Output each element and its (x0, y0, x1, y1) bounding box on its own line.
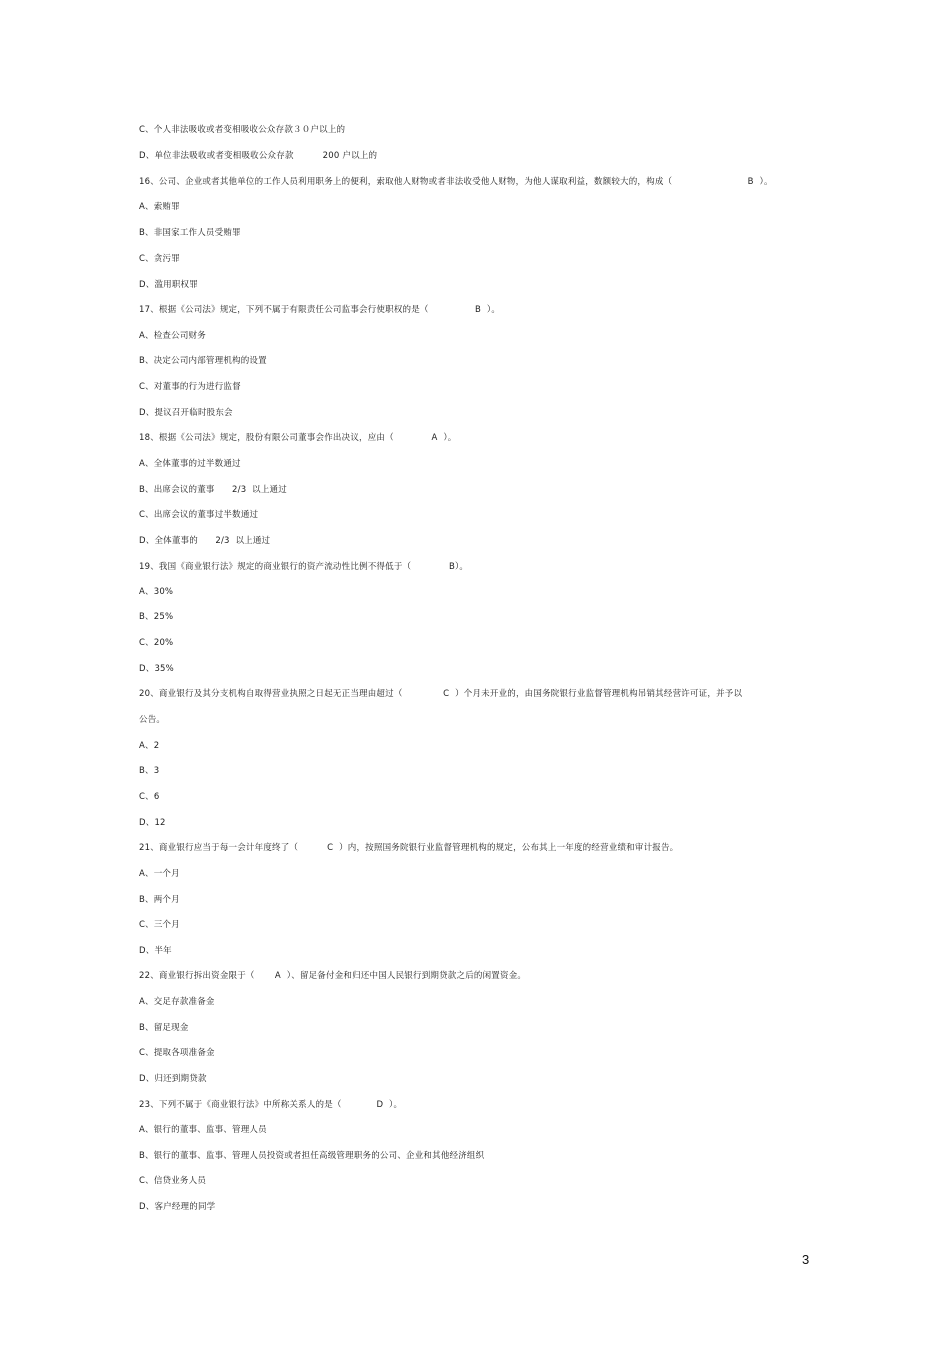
question-line: 17、根据《公司法》规定，下列不属于有限责任公司监事会行使职权的是（ B ）。 (139, 305, 501, 315)
option-line: D、滥用职权罪 (139, 280, 198, 290)
option-line: B、25% (139, 612, 174, 622)
option-line: B、银行的董事、监事、管理人员投资或者担任高级管理职务的公司、企业和其他经济组织 (139, 1151, 485, 1161)
option-line: B、非国家工作人员受贿罪 (139, 228, 241, 238)
option-line: B、决定公司内部管理机构的设置 (139, 356, 267, 366)
option-line: C、提取各项准备金 (139, 1048, 215, 1058)
option-line: B、两个月 (139, 895, 180, 905)
option-line: C、信贷业务人员 (139, 1176, 207, 1186)
text-line: D、单位非法吸收或者变相吸收公众存款 200 户以上的 (139, 151, 378, 161)
text-line: 公告。 (139, 715, 166, 725)
option-line: D、半年 (139, 946, 172, 956)
option-line: A、2 (139, 741, 160, 751)
option-line: B、留足现金 (139, 1023, 189, 1033)
question-line: 22、商业银行拆出资金限于（ A ）、留足备付金和归还中国人民银行到期贷款之后的闲置资金。 (139, 971, 527, 981)
question-line: 20、商业银行及其分支机构自取得营业执照之日起无正当理由超过（ C ）个月未开业的，由国务院银行业监督管理机构吊销其经营许可证，并予以 (139, 689, 743, 699)
option-line: C、三个月 (139, 920, 180, 930)
option-line: D、12 (139, 818, 166, 828)
question-line: 21、商业银行应当于每一会计年度终了（ C ）内，按照国务院银行业监督管理机构的规定，公布其上一年度的经营业绩和审计报告。 (139, 843, 679, 853)
option-line: A、全体董事的过半数通过 (139, 459, 241, 469)
option-line: D、归还到期贷款 (139, 1074, 207, 1084)
question-line: 18、根据《公司法》规定，股份有限公司董事会作出决议，应由（ A ）。 (139, 433, 457, 443)
option-line: A、索贿罪 (139, 202, 180, 212)
option-line: C、出席会议的董事过半数通过 (139, 510, 259, 520)
option-line: C、贪污罪 (139, 254, 180, 264)
option-line: C、对董事的行为进行监督 (139, 382, 241, 392)
option-line: D、35% (139, 664, 174, 674)
option-line: A、一个月 (139, 869, 180, 879)
option-line: C、20% (139, 638, 174, 648)
option-line: D、客户经理的同学 (139, 1202, 216, 1212)
option-line: C、6 (139, 792, 160, 802)
option-line: B、3 (139, 766, 160, 776)
option-line: A、30% (139, 587, 174, 597)
option-line: B、出席会议的董事 2/3 以上通过 (139, 485, 287, 495)
page-number: 3 (802, 1252, 810, 1267)
option-line: A、交足存款准备金 (139, 997, 215, 1007)
option-line: D、提议召开临时股东会 (139, 408, 233, 418)
text-line: C、个人非法吸收或者变相吸收公众存款３０户以上的 (139, 125, 346, 135)
question-line: 23、下列不属于《商业银行法》中所称关系人的是（ D ）。 (139, 1100, 403, 1110)
question-line: 16、公司、企业或者其他单位的工作人员利用职务上的便利，索取他人财物或者非法收受他人财物，为他人谋取利益，数额较大的，构成（ B ）。 (139, 177, 773, 187)
option-line: A、检查公司财务 (139, 331, 206, 341)
question-line: 19、我国《商业银行法》规定的商业银行的资产流动性比例不得低于（ B）。 (139, 562, 469, 572)
option-line: A、银行的董事、监事、管理人员 (139, 1125, 267, 1135)
option-line: D、全体董事的 2/3 以上通过 (139, 536, 271, 546)
